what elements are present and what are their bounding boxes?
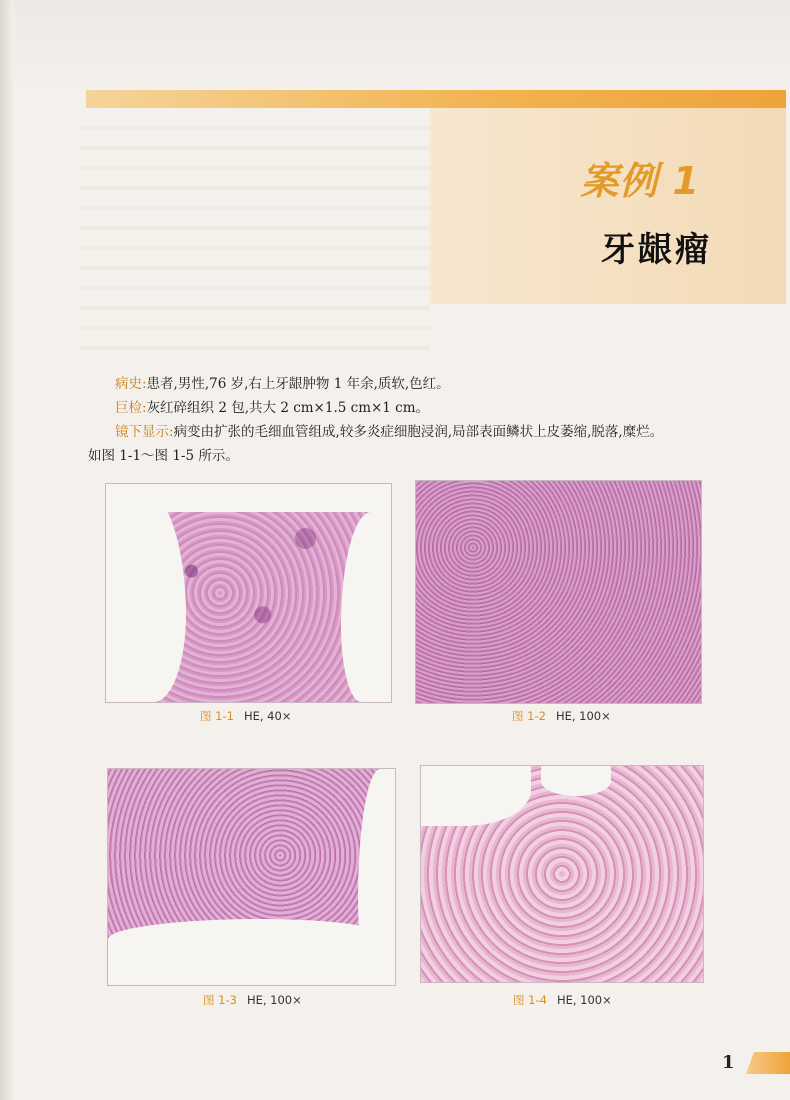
figure-stain: HE, 100× [246,993,302,1007]
page-corner-tab [746,1052,790,1074]
show-through-text [80,110,430,350]
micrograph-1-2 [415,480,702,704]
figure-stain: HE, 40× [243,709,292,723]
title-block [430,108,786,304]
figure-stain: HE, 100× [556,993,612,1007]
gross-label: 巨检: [115,400,147,416]
case-subtitle: 牙龈瘤 [601,230,712,270]
micro-paragraph-cont: 如图 1-1～图 1-5 所示。 [88,448,239,464]
case-title: 案例 1 [580,159,700,203]
figure-number: 图 1-3 [203,993,237,1007]
page-number: 1 [722,1052,735,1073]
history-paragraph [88,372,728,396]
micro-label: 镜下显示: [115,424,174,440]
gross-text: 灰红碎组织 2 包,共大 2 cm×1.5 cm×1 cm。 [146,400,430,416]
figure-number: 图 1-4 [513,993,547,1007]
case-description [88,372,728,468]
gross-paragraph [88,396,728,420]
figure-stain: HE, 100× [555,709,611,723]
header-bar [86,90,786,108]
figure-number: 图 1-2 [512,709,546,723]
figure-number: 图 1-1 [200,709,234,723]
micro-paragraph [88,420,728,444]
micrograph-1-1 [105,483,392,703]
figure-caption-1-4 [513,992,612,1008]
figure-caption-1-2 [512,708,611,724]
page-spine-shade [0,0,14,1100]
figure-caption-1-1 [200,708,291,724]
micrograph-1-4 [420,765,704,983]
history-label: 病史: [115,376,147,392]
figure-caption-1-3 [203,992,302,1008]
micro-text: 病变由扩张的毛细血管组成,较多炎症细胞浸润,局部表面鳞状上皮萎缩,脱落,糜烂。 [173,424,664,440]
page-top-shade [0,0,790,90]
micrograph-1-3 [107,768,396,986]
history-text: 患者,男性,76 岁,右上牙龈肿物 1 年余,质软,色红。 [146,376,450,392]
